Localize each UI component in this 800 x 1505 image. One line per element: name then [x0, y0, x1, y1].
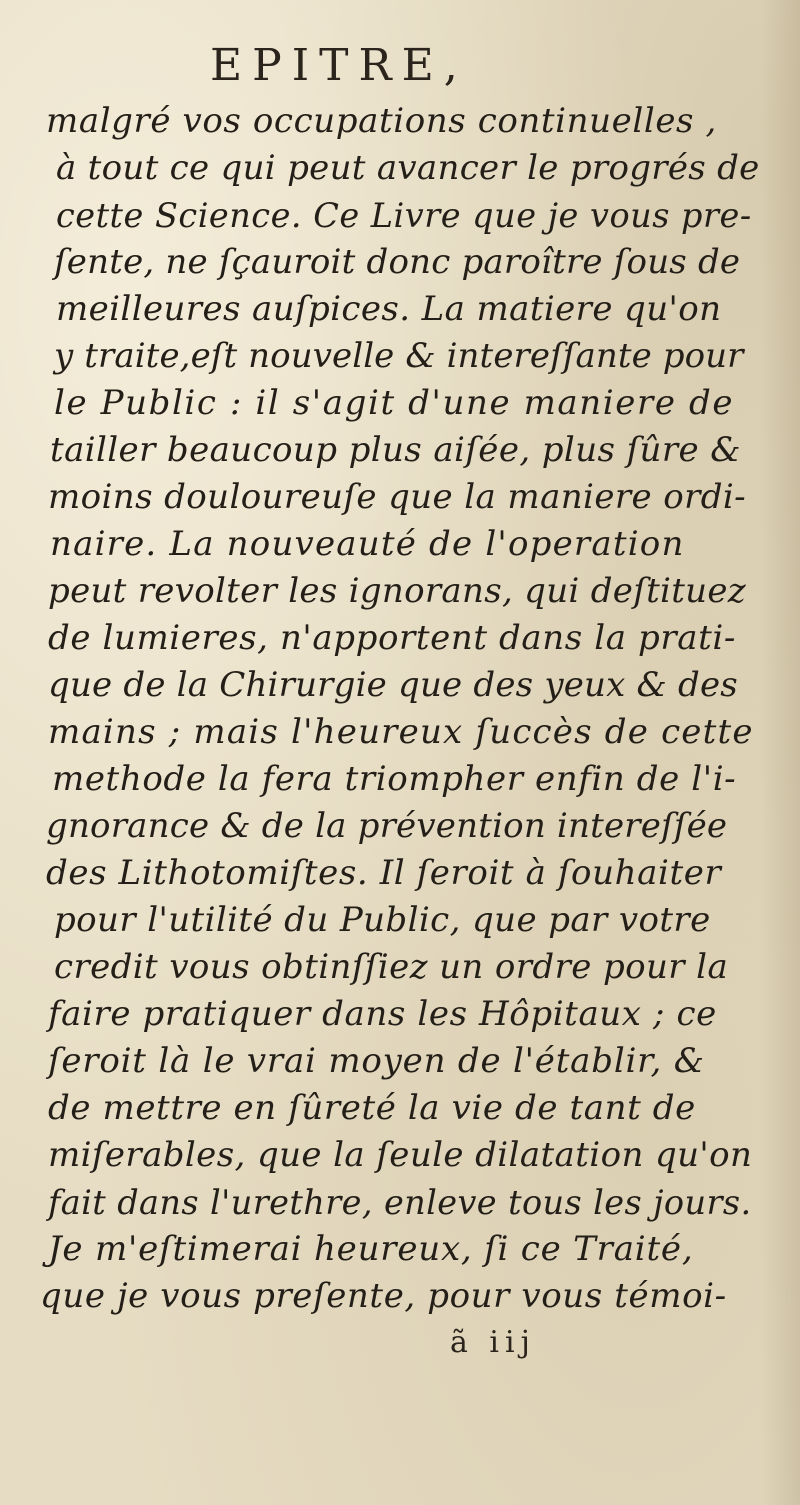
- text-line: cette Science. Ce Livre que je vous pre-: [56, 196, 752, 235]
- text-line: ſente, ne ſçauroit donc paroître ſous de: [54, 242, 741, 282]
- text-line: ſeroit là le vrai moyen de l'établir, &: [48, 1041, 705, 1081]
- text-line: tailler beaucoup plus aiſée, plus ſûre &: [50, 430, 741, 470]
- text-line: methode la fera triompher enfin de l'i-: [52, 759, 737, 799]
- body-text: [40, 98, 760, 1320]
- text-line: y traite,eſt nouvelle & intereſſante pour: [54, 336, 744, 376]
- text-line: credit vous obtinſſiez un ordre pour la: [54, 947, 729, 987]
- text-line: naire. La nouveauté de l'operation: [50, 524, 685, 564]
- text-line: Je m'eſtimerai heureux, ſi ce Traité,: [48, 1229, 694, 1269]
- text-line: que de la Chirurgie que des yeux & des: [48, 665, 738, 705]
- text-line: de lumieres, n'apportent dans la prati-: [48, 618, 736, 658]
- text-line: de mettre en ſûreté la vie de tant de: [48, 1088, 696, 1128]
- text-line: pour l'utilité du Public, que par votre: [54, 900, 711, 940]
- text-line: mains ; mais l'heureux ſuccès de cette: [48, 712, 754, 752]
- signature-mark: ã iij: [450, 1325, 536, 1360]
- text-line: fait dans l'urethre, enleve tous les jours.: [48, 1183, 752, 1222]
- running-title: EPITRE,: [210, 40, 468, 91]
- text-line: le Public : il s'agit d'une maniere de: [54, 383, 735, 423]
- text-line: peut revolter les ignorans, qui deſtituez: [48, 571, 747, 611]
- text-line: malgré vos occupations continuelles ,: [46, 101, 717, 141]
- text-line: miſerables, que la ſeule dilatation qu'on: [48, 1135, 753, 1175]
- text-line: des Lithotomiſtes. Il ſeroit à ſouhaiter: [46, 853, 722, 893]
- text-line: à tout ce qui peut avancer le progrés de: [56, 148, 760, 188]
- text-line: faire pratiquer dans les Hôpitaux ; ce: [48, 994, 717, 1034]
- text-line: que je vous preſente, pour vous témoi-: [40, 1276, 727, 1316]
- page-edge-shadow: [760, 0, 800, 1505]
- text-line: meilleures auſpices. La matiere qu'on: [56, 289, 722, 329]
- text-line: moins douloureuſe que la maniere ordi-: [48, 477, 747, 517]
- text-line: gnorance & de la prévention intereſſée: [46, 806, 728, 846]
